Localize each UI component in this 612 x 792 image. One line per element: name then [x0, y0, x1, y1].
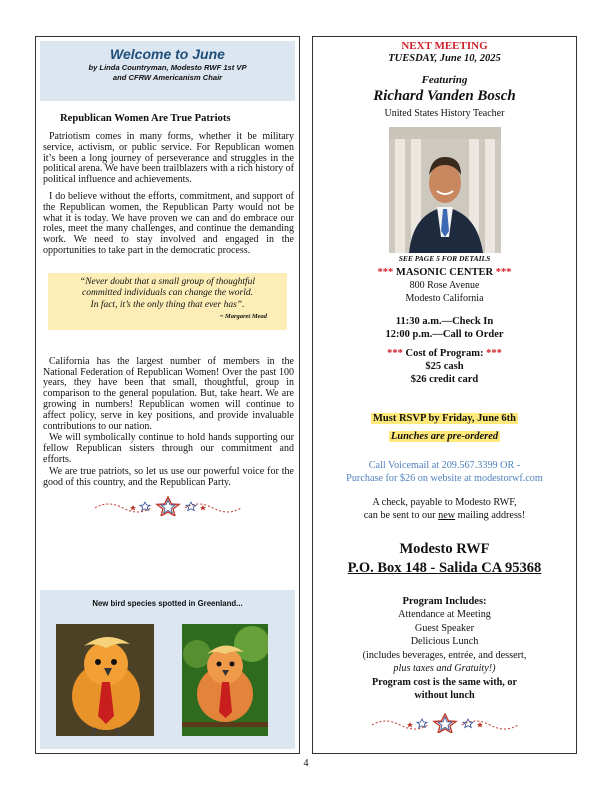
po-box-address: P.O. Box 148 - Salida CA 95368: [347, 560, 542, 576]
speaker-role: United States History Teacher: [384, 108, 505, 119]
speaker-photo: [389, 127, 501, 253]
check-line-2-text: can be sent to our: [363, 510, 439, 521]
featuring-label: Featuring: [421, 74, 468, 86]
article-paragraph: We are true patriots, so let us use our powerful voice for the good of this country, and the Republican Party.: [43, 465, 294, 488]
program-item: (includes beverages, entrée, and dessert,: [362, 649, 527, 661]
quote-line: In fact, it’s the only thing that ever has”.: [90, 299, 245, 310]
see-page-note: SEE PAGE 5 FOR DETAILS: [398, 254, 491, 263]
stars-icon: ***: [377, 267, 394, 278]
welcome-title: Welcome to June: [110, 46, 225, 62]
welcome-header: [40, 41, 295, 101]
article-paragraph: Patriotism comes in many forms, whether it be military service, activism, or public service. For Republican women it’s been a long journey of perseverance and struggles in the political arena. We have been trailblazers with a rich history of political influence and achievements.: [43, 131, 294, 186]
checkin-time: 11:30 a.m.—Check In: [395, 316, 494, 327]
byline-2: and CFRW Americanism Chair: [112, 73, 223, 82]
byline-1: by Linda Countryman, Modesto RWF 1st VP: [88, 63, 247, 72]
check-line-2: [313, 509, 576, 522]
cost-line: [313, 347, 576, 360]
stars-divider-icon: [370, 713, 520, 733]
same-cost-note: Program cost is the same with, or: [372, 676, 517, 688]
rsvp-deadline: Must RSVP by Friday, June 6th: [373, 413, 516, 424]
bird-section: [40, 590, 295, 749]
article-paragraph: I do believe without the efforts, commitment, and support of the Republican women, the Republican Party would not be what it is today. We have proven we can and do embrace our roles, meet the many challenges, and continue the demanding work. We need to stay involved and engaged in the opportunities to take part in the democratic process.: [43, 190, 294, 256]
bird-image-1: [56, 624, 154, 736]
cost-card: $26 credit card: [410, 374, 479, 385]
stars-icon: ***: [387, 348, 403, 359]
address-line-2: Modesto California: [405, 293, 484, 304]
bird-image-2: [182, 624, 268, 736]
address-line-1: 800 Rose Avenue: [409, 280, 480, 291]
program-item: Attendance at Meeting: [398, 609, 491, 620]
bird-caption: New bird species spotted in Greenland...: [92, 599, 243, 608]
quote-line: “Never doubt that a small group of thoughtful: [79, 276, 256, 287]
stars-divider-icon: [93, 496, 243, 516]
venue-line: [313, 267, 576, 279]
same-cost-note: without lunch: [414, 690, 475, 701]
quote-box: [48, 273, 287, 330]
article-title: Republican Women Are True Patriots: [60, 113, 231, 124]
article-paragraph: We will symbolically continue to hold hands supporting our fellow Republican sisters through our commitment and efforts.: [43, 432, 294, 465]
check-line-2-text: mailing address!: [455, 510, 526, 521]
page-number: 4: [303, 758, 309, 769]
org-name: Modesto RWF: [399, 541, 490, 557]
next-meeting-heading: NEXT MEETING: [401, 40, 488, 52]
program-item: Delicious Lunch: [410, 636, 479, 647]
venue-name: MASONIC CENTER: [395, 267, 494, 278]
program-item: Guest Speaker: [414, 622, 475, 634]
stars-icon: ***: [486, 348, 502, 359]
meeting-date: TUESDAY, June 10, 2025: [388, 53, 501, 64]
article-paragraph: California has the largest number of members in the National Federation of Republican Women! Over the past 100 years, they have been that small, thoughtful, group in comparison to the general population. But, take heart. We are growing in numbers! Republican women will continue to affect policy, serve in key positions, and provide invaluable contributions to our nation.: [43, 355, 294, 432]
preorder-note: Lunches are pre-ordered: [390, 431, 499, 442]
taxes-note: plus taxes and Gratuity!): [393, 663, 496, 674]
new-word: new: [438, 510, 456, 521]
quote-author: ~ Margaret Mead: [219, 312, 267, 320]
check-line-1: A check, payable to Modesto RWF,: [372, 497, 517, 508]
call-to-order-time: 12:00 p.m.—Call to Order: [385, 329, 504, 340]
voicemail-line[interactable]: Call Voicemail at 209.567.3399 OR -: [368, 460, 521, 471]
website-line[interactable]: Purchase for $26 on website at modestorwf.com: [346, 473, 543, 484]
stars-icon: ***: [495, 267, 512, 278]
speaker-name: Richard Vanden Bosch: [373, 88, 516, 104]
cost-label: Cost of Program:: [405, 348, 484, 359]
left-column: [35, 36, 300, 754]
quote-line: committed individuals can change the world.: [82, 288, 253, 299]
right-column: [312, 36, 577, 754]
program-heading: Program Includes:: [402, 596, 487, 607]
cost-cash: $25 cash: [425, 361, 464, 372]
